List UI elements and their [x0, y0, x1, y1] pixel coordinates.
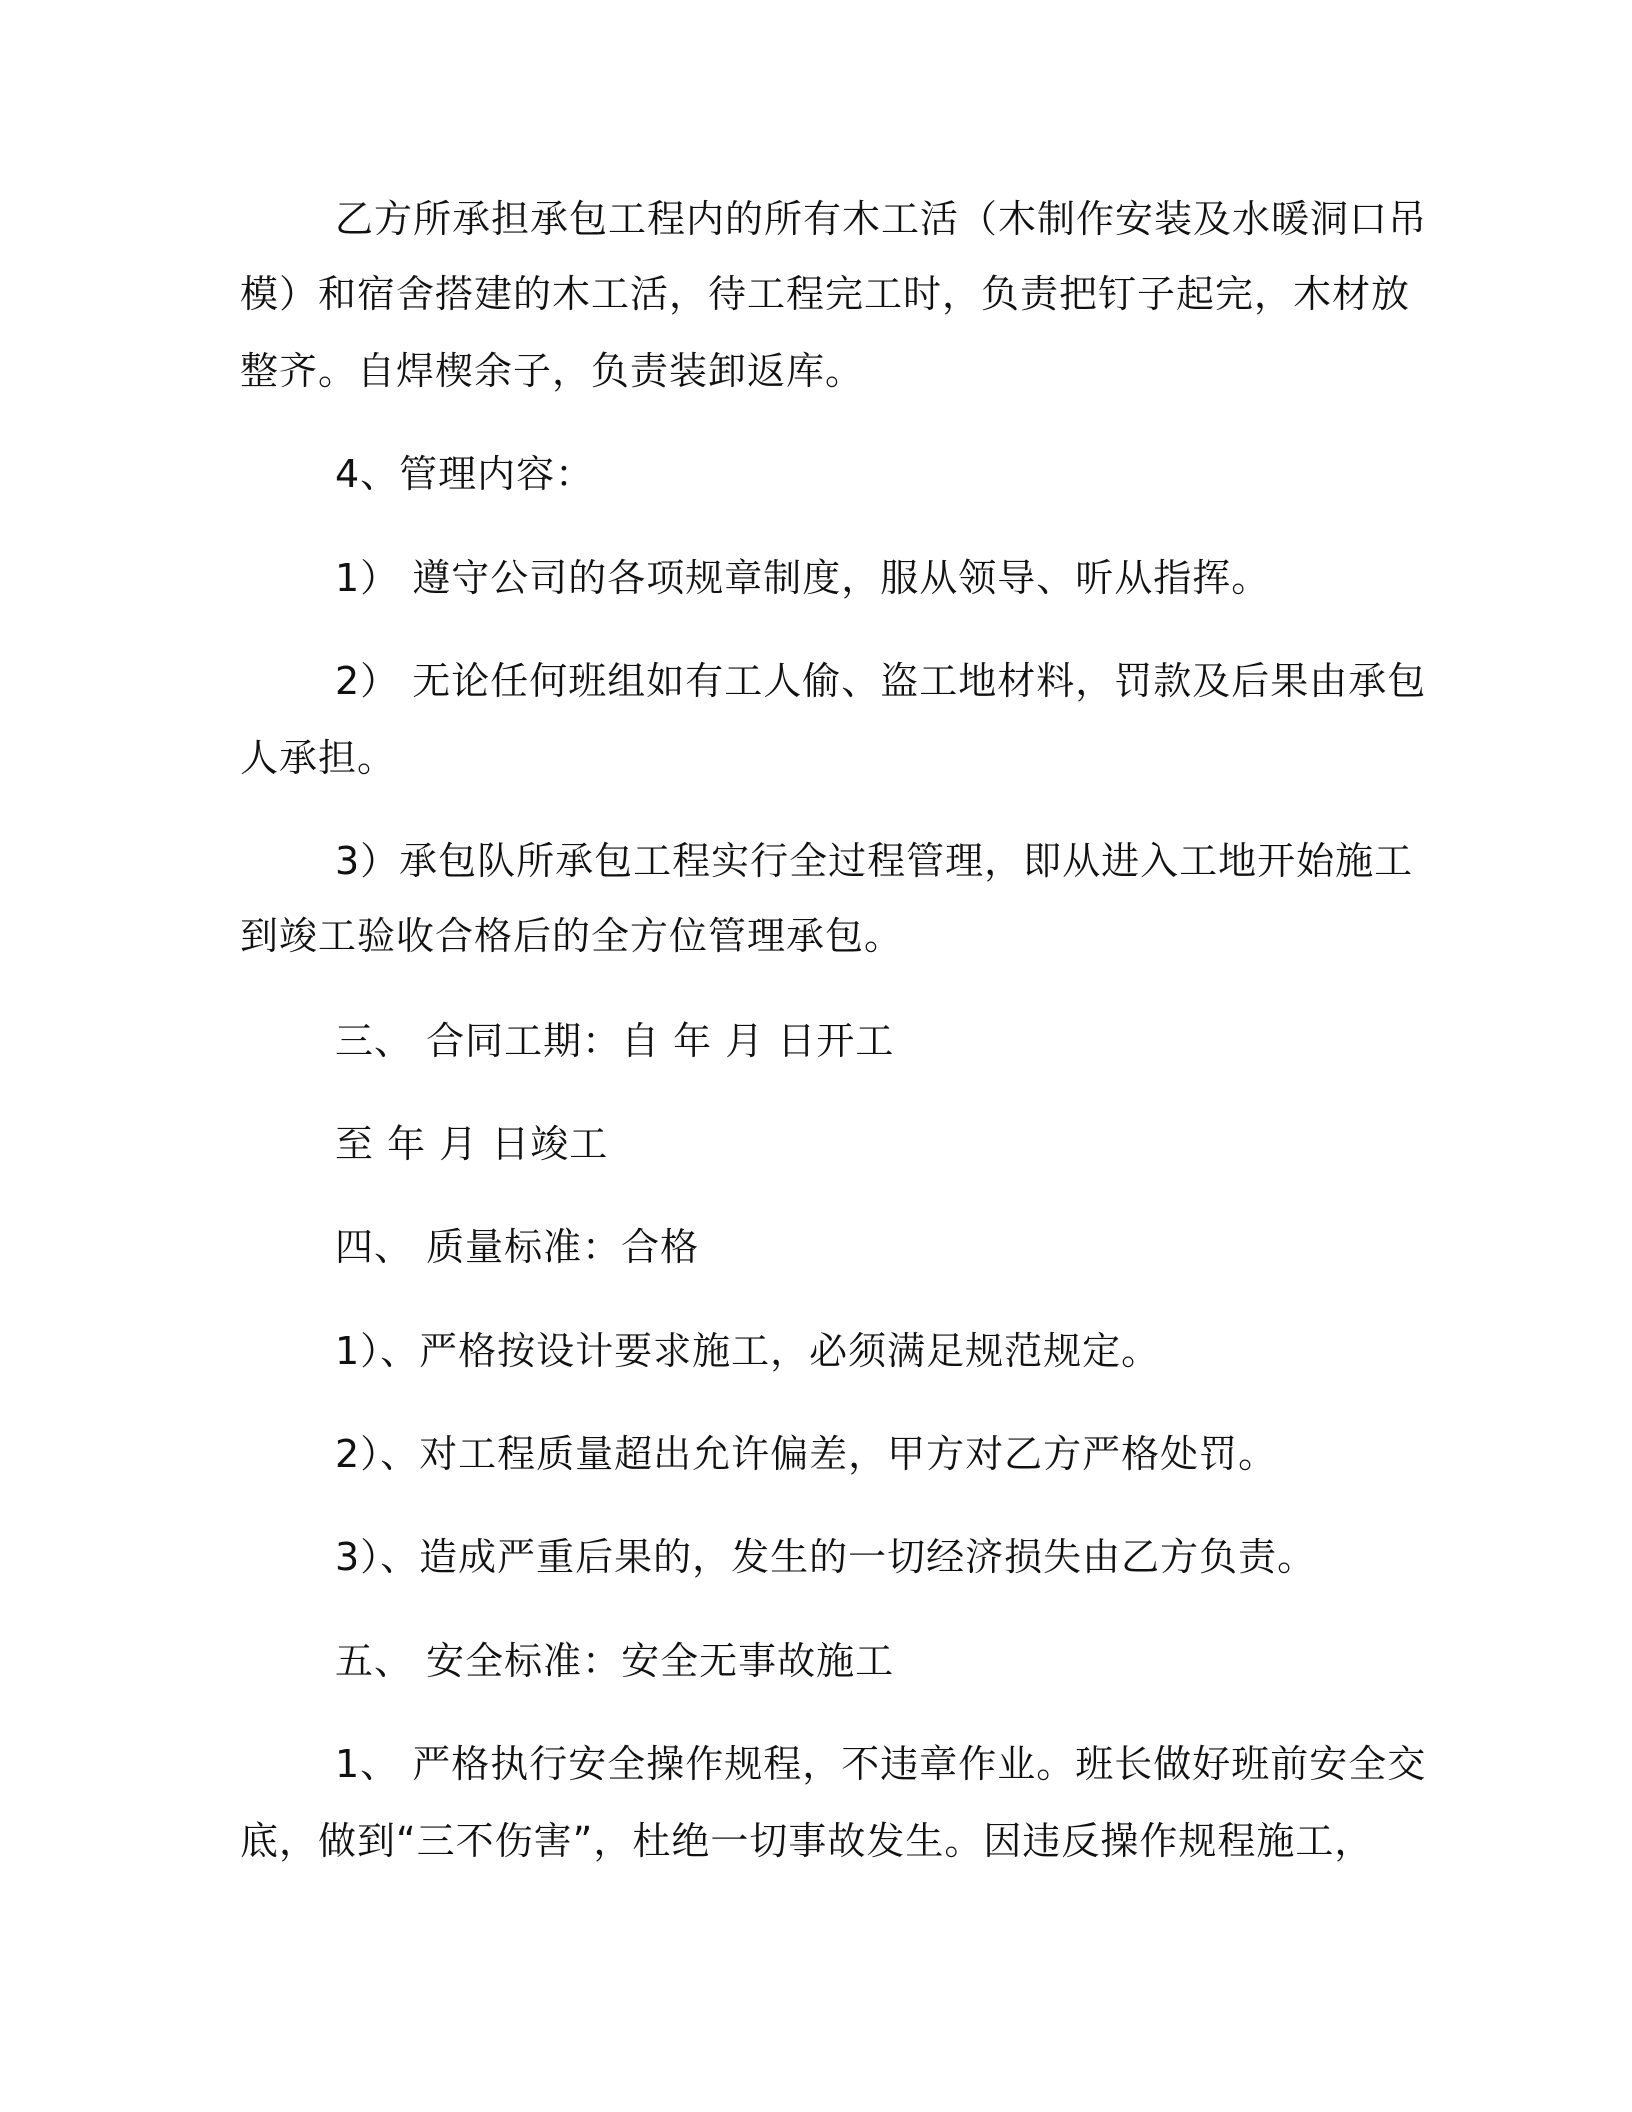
- paragraph-line: 整齐。自焊楔余子，负责装卸返库。: [240, 349, 865, 393]
- paragraph-line: 2） 无论任何班组如有工人偷、盗工地材料，罚款及后果由承包: [335, 659, 1427, 703]
- paragraph-line: 底，做到“三不伤害”，杜绝一切事故发生。因违反操作规程施工，: [240, 1819, 1374, 1863]
- paragraph-line: 模）和宿舍搭建的木工活，待工程完工时，负责把钉子起完，木材放: [240, 272, 1411, 316]
- paragraph-line: 1）、严格按设计要求施工，必须满足规范规定。: [335, 1329, 1161, 1373]
- section-heading: 五、 安全标准：安全无事故施工: [335, 1639, 895, 1683]
- paragraph-line: 人承担。: [240, 736, 397, 780]
- section-heading: 三、 合同工期：自 年 月 日开工: [335, 1019, 895, 1063]
- paragraph-line: 3）承包队所承包工程实行全过程管理，即从进入工地开始施工: [335, 839, 1414, 883]
- paragraph-line: 到竣工验收合格后的全方位管理承包。: [240, 914, 904, 958]
- paragraph-line: 3）、造成严重后果的，发生的一切经济损失由乙方负责。: [335, 1535, 1317, 1579]
- section-heading: 四、 质量标准：合格: [335, 1225, 700, 1269]
- paragraph-line: 乙方所承担承包工程内的所有木工活（木制作安装及水暖洞口吊: [335, 197, 1428, 241]
- paragraph-line: 至 年 月 日竣工: [335, 1122, 609, 1166]
- paragraph-line: 1） 遵守公司的各项规章制度，服从领导、听从指挥。: [335, 556, 1271, 600]
- paragraph-line: 2）、对工程质量超出允许偏差，甲方对乙方严格处罚。: [335, 1432, 1278, 1476]
- paragraph-line: 1、 严格执行安全操作规程，不违章作业。班长做好班前安全交: [335, 1742, 1427, 1786]
- section-heading: 4、管理内容：: [335, 452, 595, 496]
